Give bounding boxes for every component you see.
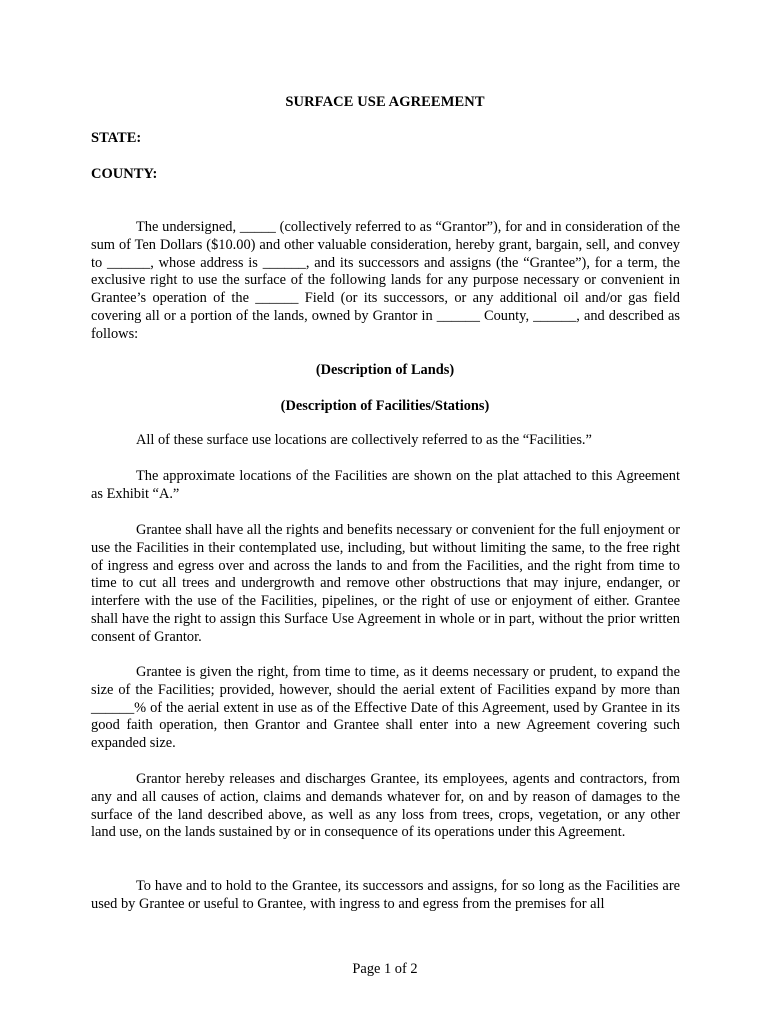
paragraph-text: Grantee shall have all the rights and benefits necessary or convenient for the full enjoyment or use the Facilities in their contemplated use, including, but without limiting the same, to the free right of ingress and egress over and across the lands to and from the Facilities, and the right from time to time to cut all trees and undergrowth and remove other obstructions that may injure, endanger, or interfere with the use of the Facilities, pipelines, or the right of use or enjoyment of either. Grantee shall have the right to assign this Surface Use Agreement in whole or in part, without the prior written consent of Grantor. bbox=[91, 522, 680, 645]
paragraph-plat-exhibit bbox=[91, 468, 680, 504]
description-of-facilities-heading: (Description of Facilities/Stations) bbox=[280, 398, 490, 414]
paragraph-text: To have and to hold to the Grantee, its successors and assigns, for so long as the Facilities are used by Grantee or useful to Grantee, with ingress to and egress from the premises for all bbox=[91, 878, 680, 912]
paragraph-text: The undersigned, _____ (collectively referred to as “Grantor”), for and in consideration of the sum of Ten Dollars ($10.00) and other valuable consideration, hereby grant, bargain, sell, and convey to ______, whose address is ______, and its successors and assigns (the “Grantee”), for a term, the exclusive right to use the surface of the following lands for any purpose necessary or convenient in Grantee’s operation of the ______ Field (or its successors, or any additional oil and/or gas field covering all or a portion of the lands, owned by Grantor in ______ County, ______, and described as follows: bbox=[91, 219, 680, 342]
paragraph-release bbox=[91, 771, 680, 842]
paragraph-text: The approximate locations of the Facilities are shown on the plat attached to this Agreement as Exhibit “A.” bbox=[91, 468, 680, 502]
county-label: COUNTY: bbox=[91, 166, 158, 182]
document-title: SURFACE USE AGREEMENT bbox=[285, 94, 485, 110]
paragraph-rights-and-benefits bbox=[91, 522, 680, 647]
paragraph-facilities-reference bbox=[91, 432, 680, 450]
paragraph-habendum bbox=[91, 878, 680, 914]
state-label: STATE: bbox=[91, 130, 142, 146]
paragraph-text: All of these surface use locations are collectively referred to as the “Facilities.” bbox=[136, 432, 592, 448]
paragraph-text: Grantor hereby releases and discharges Grantee, its employees, agents and contractors, from any and all causes of action, claims and demands whatever for, on and by reason of damages to the surface of the land described above, as well as any loss from trees, crops, vegetation, or any other land use, on the lands sustained by or in consequence of its operations under this Agreement. bbox=[91, 771, 680, 841]
paragraph-grant bbox=[91, 219, 680, 344]
paragraph-text: Grantee is given the right, from time to time, as it deems necessary or prudent, to expand the size of the Facilities; provided, however, should the aerial extent of Facilities expand by more than ______% of the aerial extent in use as of the Effective Date of this Agreement, used by Grantee in its good faith operation, then Grantor and Grantee shall enter into a new Agreement covering such expanded size. bbox=[91, 664, 680, 752]
description-of-lands-heading: (Description of Lands) bbox=[315, 362, 455, 378]
paragraph-expansion bbox=[91, 664, 680, 753]
page-number: Page 1 of 2 bbox=[352, 961, 418, 977]
